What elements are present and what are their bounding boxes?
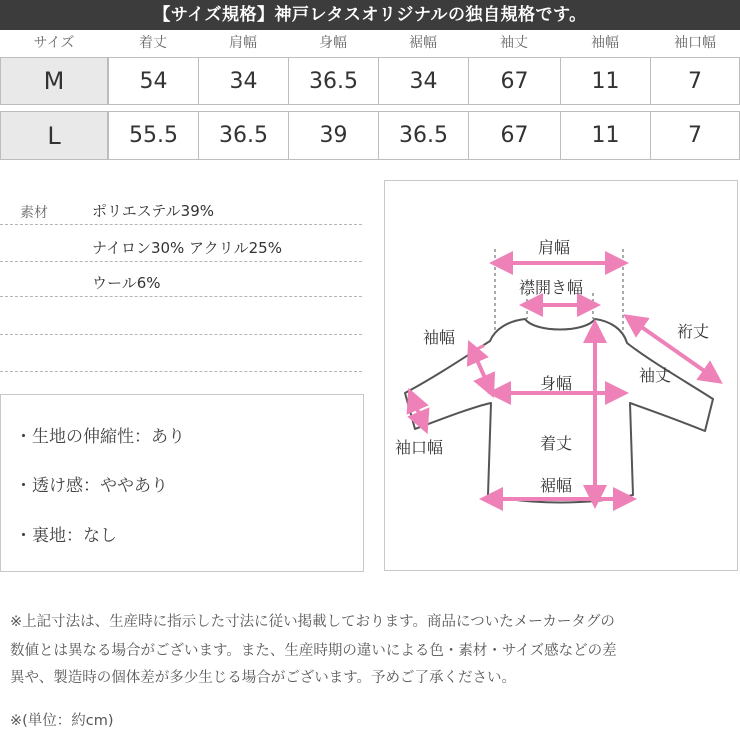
- label-shoulder: 肩幅: [538, 238, 571, 257]
- feature-transparency: ・透け感：ややあり: [15, 476, 168, 496]
- size-cell: M: [0, 57, 108, 105]
- material-row: [0, 300, 362, 335]
- cuff-arrow: [413, 399, 423, 423]
- label-sleeve-length: 袖丈: [639, 366, 672, 385]
- table-cell: 39: [288, 111, 379, 160]
- material-line: ポリエステル39%: [92, 202, 214, 220]
- material-label: 素材: [20, 205, 48, 221]
- table-cell: 67: [468, 111, 561, 160]
- header-sleeve-length: 袖丈: [500, 35, 528, 51]
- label-yuki: 裄丈: [677, 322, 710, 341]
- table-cell: 67: [468, 57, 561, 105]
- table-cell: 11: [560, 111, 651, 160]
- header-hem-width: 裾幅: [409, 35, 437, 51]
- sleeve-width-arrow: [473, 351, 489, 387]
- note-line: ※上記寸法は、生産時に指示した寸法に従い掲載しております。商品についたメーカータグの: [10, 614, 615, 630]
- material-line: ナイロン30% アクリル25%: [92, 239, 282, 257]
- label-sleeve-width: 袖幅: [423, 328, 456, 347]
- table-cell: 7: [650, 57, 740, 105]
- unit-note: ※(単位：約cm): [10, 713, 114, 729]
- table-cell: 36.5: [198, 111, 289, 160]
- header-length: 着丈: [139, 35, 167, 51]
- table-cell: 54: [108, 57, 199, 105]
- table-cell: 11: [560, 57, 651, 105]
- fabric-features-box: [0, 394, 364, 572]
- label-body-width: 身幅: [540, 374, 573, 393]
- header-cuff-width: 袖口幅: [674, 35, 716, 51]
- header-size: サイズ: [33, 35, 75, 51]
- table-row: [0, 57, 740, 105]
- note-line: 数値とは異なる場合がございます。また、生産時期の違いによる色・素材・サイズ感などの差: [10, 643, 617, 659]
- label-cuff: 袖口幅: [395, 438, 444, 457]
- measurement-diagram: [384, 180, 738, 571]
- size-cell: L: [0, 111, 108, 160]
- table-cell: 36.5: [378, 111, 469, 160]
- page-banner: 【サイズ規格】神戸レタスオリジナルの独自規格です。: [0, 0, 740, 30]
- header-shoulder: 肩幅: [229, 35, 257, 51]
- table-cell: 55.5: [108, 111, 199, 160]
- feature-stretch: ・生地の伸縮性：あり: [15, 427, 185, 447]
- label-hem: 裾幅: [540, 476, 573, 495]
- table-row: [0, 111, 740, 160]
- feature-lining: ・裏地：なし: [15, 526, 117, 546]
- label-neck: 襟開き幅: [519, 278, 584, 297]
- material-row: [0, 227, 362, 262]
- material-row: [0, 262, 362, 297]
- material-row: [0, 337, 362, 372]
- header-sleeve-width: 袖幅: [591, 35, 619, 51]
- note-line: 異や、製造時の個体差が多少生じる場合がございます。予めご了承ください。: [10, 670, 517, 686]
- table-cell: 7: [650, 111, 740, 160]
- material-row: [0, 190, 362, 225]
- label-length: 着丈: [540, 434, 573, 453]
- table-cell: 36.5: [288, 57, 379, 105]
- table-cell: 34: [198, 57, 289, 105]
- header-body-width: 身幅: [319, 35, 347, 51]
- table-cell: 34: [378, 57, 469, 105]
- material-line: ウール6%: [92, 274, 161, 292]
